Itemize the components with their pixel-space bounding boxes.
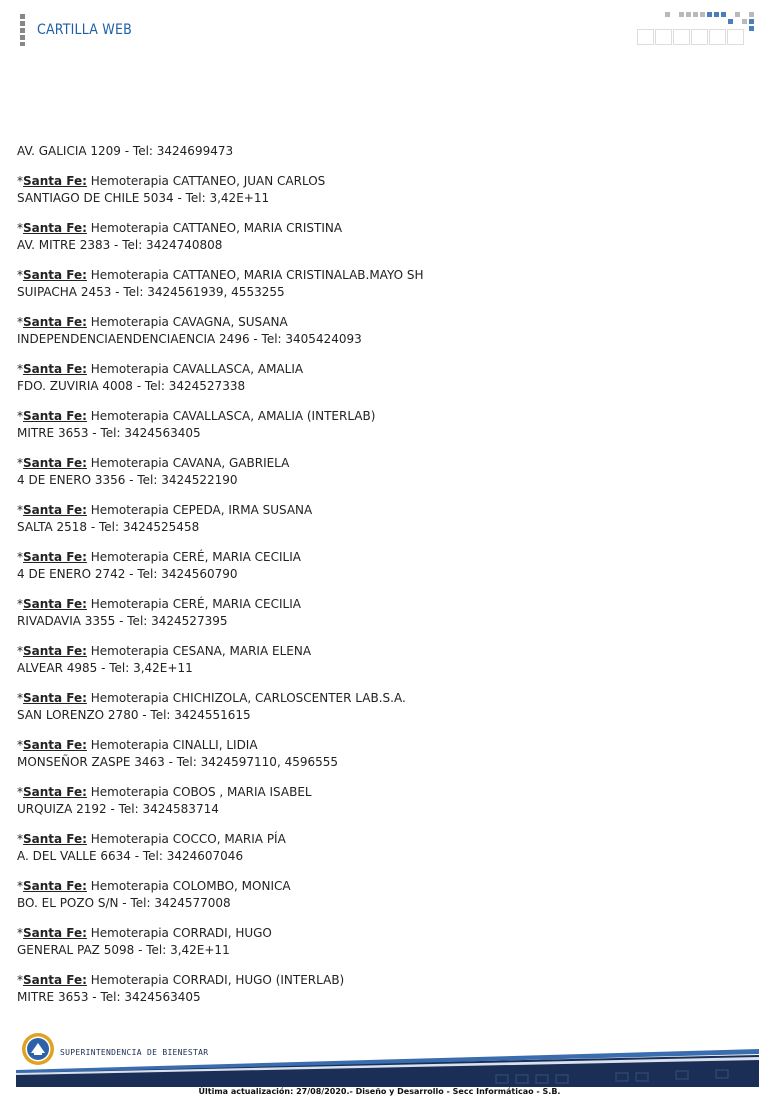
page-footer bbox=[0, 1025, 759, 1101]
entry-title: *Santa Fe: Hemoterapia CATTANEO, JUAN CARLOS bbox=[17, 174, 326, 188]
list-item bbox=[17, 784, 737, 818]
entry-title: *Santa Fe: Hemoterapia CEPEDA, IRMA SUSANA bbox=[17, 503, 313, 517]
address-line: BO. EL POZO S/N - Tel: 3424577008 bbox=[17, 896, 231, 910]
provider-name: Hemoterapia CERÉ, MARIA CECILIA bbox=[86, 550, 301, 564]
address-line: URQUIZA 2192 - Tel: 3424583714 bbox=[17, 802, 219, 816]
list-item bbox=[17, 267, 737, 301]
entry-title: *Santa Fe: Hemoterapia CHICHIZOLA, CARLOSCENTER LAB.S.A. bbox=[17, 691, 406, 705]
list-item bbox=[17, 314, 737, 348]
entry-title: *Santa Fe: Hemoterapia CESANA, MARIA ELENA bbox=[17, 644, 312, 658]
provider-name: Hemoterapia CATTANEO, MARIA CRISTINA bbox=[86, 221, 343, 235]
address-line: AV. MITRE 2383 - Tel: 3424740808 bbox=[17, 238, 223, 252]
entry-title: *Santa Fe: Hemoterapia CORRADI, HUGO bbox=[17, 926, 272, 940]
provider-name: Hemoterapia CORRADI, HUGO bbox=[86, 926, 272, 940]
list-item bbox=[17, 455, 737, 489]
page-title: CARTILLA WEB bbox=[37, 22, 132, 38]
city-label: Santa Fe: bbox=[23, 315, 87, 329]
list-item bbox=[17, 502, 737, 536]
list-item bbox=[17, 878, 737, 912]
list-item bbox=[17, 549, 737, 583]
city-label: Santa Fe: bbox=[23, 221, 87, 235]
address-line: RIVADAVIA 3355 - Tel: 3424527395 bbox=[17, 614, 228, 628]
city-label: Santa Fe: bbox=[23, 644, 87, 658]
provider-name: Hemoterapia CAVAGNA, SUSANA bbox=[86, 315, 288, 329]
address-line: GENERAL PAZ 5098 - Tel: 3,42E+11 bbox=[17, 943, 230, 957]
page-header bbox=[0, 0, 759, 60]
list-item bbox=[17, 220, 737, 254]
city-label: Santa Fe: bbox=[23, 503, 87, 517]
list-item bbox=[17, 737, 737, 771]
address-line: MITRE 3653 - Tel: 3424563405 bbox=[17, 990, 201, 1004]
header-bar-icon bbox=[20, 14, 25, 46]
list-item bbox=[17, 596, 737, 630]
organization-name: SUPERINTENDENCIA DE BIENESTAR bbox=[60, 1048, 209, 1057]
city-label: Santa Fe: bbox=[23, 879, 87, 893]
provider-name: Hemoterapia CHICHIZOLA, CARLOSCENTER LAB.S.A. bbox=[86, 691, 406, 705]
entry-title: *Santa Fe: Hemoterapia CAVALLASCA, AMALIA bbox=[17, 362, 304, 376]
provider-name: Hemoterapia CATTANEO, JUAN CARLOS bbox=[86, 174, 326, 188]
city-label: Santa Fe: bbox=[23, 456, 87, 470]
address-line: A. DEL VALLE 6634 - Tel: 3424607046 bbox=[17, 849, 244, 863]
provider-name: Hemoterapia CINALLI, LIDIA bbox=[86, 738, 258, 752]
entry-title: *Santa Fe: Hemoterapia COBOS , MARIA ISABEL bbox=[17, 785, 312, 799]
city-label: Santa Fe: bbox=[23, 550, 87, 564]
address-line: AV. GALICIA 1209 - Tel: 3424699473 bbox=[17, 144, 234, 158]
list-item bbox=[17, 361, 737, 395]
list-item bbox=[17, 972, 737, 1006]
entries-container bbox=[17, 173, 737, 1006]
address-line: INDEPENDENCIAENDENCIAENCIA 2496 - Tel: 3405424093 bbox=[17, 332, 362, 346]
address-line: SUIPACHA 2453 - Tel: 3424561939, 4553255 bbox=[17, 285, 285, 299]
provider-name: Hemoterapia CAVALLASCA, AMALIA bbox=[86, 362, 304, 376]
provider-name: Hemoterapia CAVANA, GABRIELA bbox=[86, 456, 290, 470]
city-label: Santa Fe: bbox=[23, 409, 87, 423]
footer-wave-icon bbox=[16, 1037, 759, 1087]
city-label: Santa Fe: bbox=[23, 785, 87, 799]
address-line: MONSEÑOR ZASPE 3463 - Tel: 3424597110, 4596555 bbox=[17, 755, 339, 769]
list-item bbox=[17, 690, 737, 724]
provider-name: Hemoterapia CORRADI, HUGO (INTERLAB) bbox=[86, 973, 345, 987]
list-item bbox=[17, 925, 737, 959]
directory-list bbox=[17, 143, 737, 1019]
city-label: Santa Fe: bbox=[23, 832, 87, 846]
entry-title: *Santa Fe: Hemoterapia COLOMBO, MONICA bbox=[17, 879, 291, 893]
city-label: Santa Fe: bbox=[23, 174, 87, 188]
provider-name: Hemoterapia CATTANEO, MARIA CRISTINALAB.MAYO SH bbox=[86, 268, 424, 282]
provider-name: Hemoterapia COLOMBO, MONICA bbox=[86, 879, 291, 893]
entry-title: *Santa Fe: Hemoterapia CATTANEO, MARIA CRISTINA bbox=[17, 221, 343, 235]
seal-logo-icon bbox=[21, 1032, 55, 1066]
city-label: Santa Fe: bbox=[23, 597, 87, 611]
address-line: 4 DE ENERO 3356 - Tel: 3424522190 bbox=[17, 473, 238, 487]
last-update-text: Última actualización: 27/08/2020.- Diseño y Desarrollo - Secc Informáticao - S.B. bbox=[198, 1087, 561, 1096]
city-label: Santa Fe: bbox=[23, 362, 87, 376]
city-label: Santa Fe: bbox=[23, 268, 87, 282]
provider-name: Hemoterapia COCCO, MARIA PÍA bbox=[86, 832, 286, 846]
list-item bbox=[17, 831, 737, 865]
entry-title: *Santa Fe: Hemoterapia CATTANEO, MARIA CRISTINALAB.MAYO SH bbox=[17, 268, 424, 282]
city-label: Santa Fe: bbox=[23, 738, 87, 752]
address-line: MITRE 3653 - Tel: 3424563405 bbox=[17, 426, 201, 440]
entry-title: *Santa Fe: Hemoterapia CAVANA, GABRIELA bbox=[17, 456, 290, 470]
city-label: Santa Fe: bbox=[23, 691, 87, 705]
address-line: ALVEAR 4985 - Tel: 3,42E+11 bbox=[17, 661, 193, 675]
list-item bbox=[17, 173, 737, 207]
entry-title: *Santa Fe: Hemoterapia COCCO, MARIA PÍA bbox=[17, 832, 286, 846]
provider-name: Hemoterapia CEPEDA, IRMA SUSANA bbox=[86, 503, 313, 517]
city-label: Santa Fe: bbox=[23, 973, 87, 987]
entry-title: *Santa Fe: Hemoterapia CORRADI, HUGO (INTERLAB) bbox=[17, 973, 345, 987]
list-item bbox=[17, 408, 737, 442]
address-line: SALTA 2518 - Tel: 3424525458 bbox=[17, 520, 200, 534]
address-line: 4 DE ENERO 2742 - Tel: 3424560790 bbox=[17, 567, 238, 581]
provider-name: Hemoterapia COBOS , MARIA ISABEL bbox=[86, 785, 312, 799]
list-item bbox=[17, 643, 737, 677]
address-line: FDO. ZUVIRIA 4008 - Tel: 3424527338 bbox=[17, 379, 246, 393]
entry-title: *Santa Fe: Hemoterapia CERÉ, MARIA CECILIA bbox=[17, 550, 301, 564]
entry-title: *Santa Fe: Hemoterapia CERÉ, MARIA CECILIA bbox=[17, 597, 301, 611]
provider-name: Hemoterapia CERÉ, MARIA CECILIA bbox=[86, 597, 301, 611]
provider-name: Hemoterapia CAVALLASCA, AMALIA (INTERLAB) bbox=[86, 409, 376, 423]
entry-title: *Santa Fe: Hemoterapia CINALLI, LIDIA bbox=[17, 738, 258, 752]
address-line: SANTIAGO DE CHILE 5034 - Tel: 3,42E+11 bbox=[17, 191, 270, 205]
address-line: SAN LORENZO 2780 - Tel: 3424551615 bbox=[17, 708, 251, 722]
header-pattern-icon bbox=[635, 12, 757, 46]
entry-title: *Santa Fe: Hemoterapia CAVALLASCA, AMALIA (INTERLAB) bbox=[17, 409, 376, 423]
city-label: Santa Fe: bbox=[23, 926, 87, 940]
entry-title: *Santa Fe: Hemoterapia CAVAGNA, SUSANA bbox=[17, 315, 288, 329]
provider-name: Hemoterapia CESANA, MARIA ELENA bbox=[86, 644, 312, 658]
